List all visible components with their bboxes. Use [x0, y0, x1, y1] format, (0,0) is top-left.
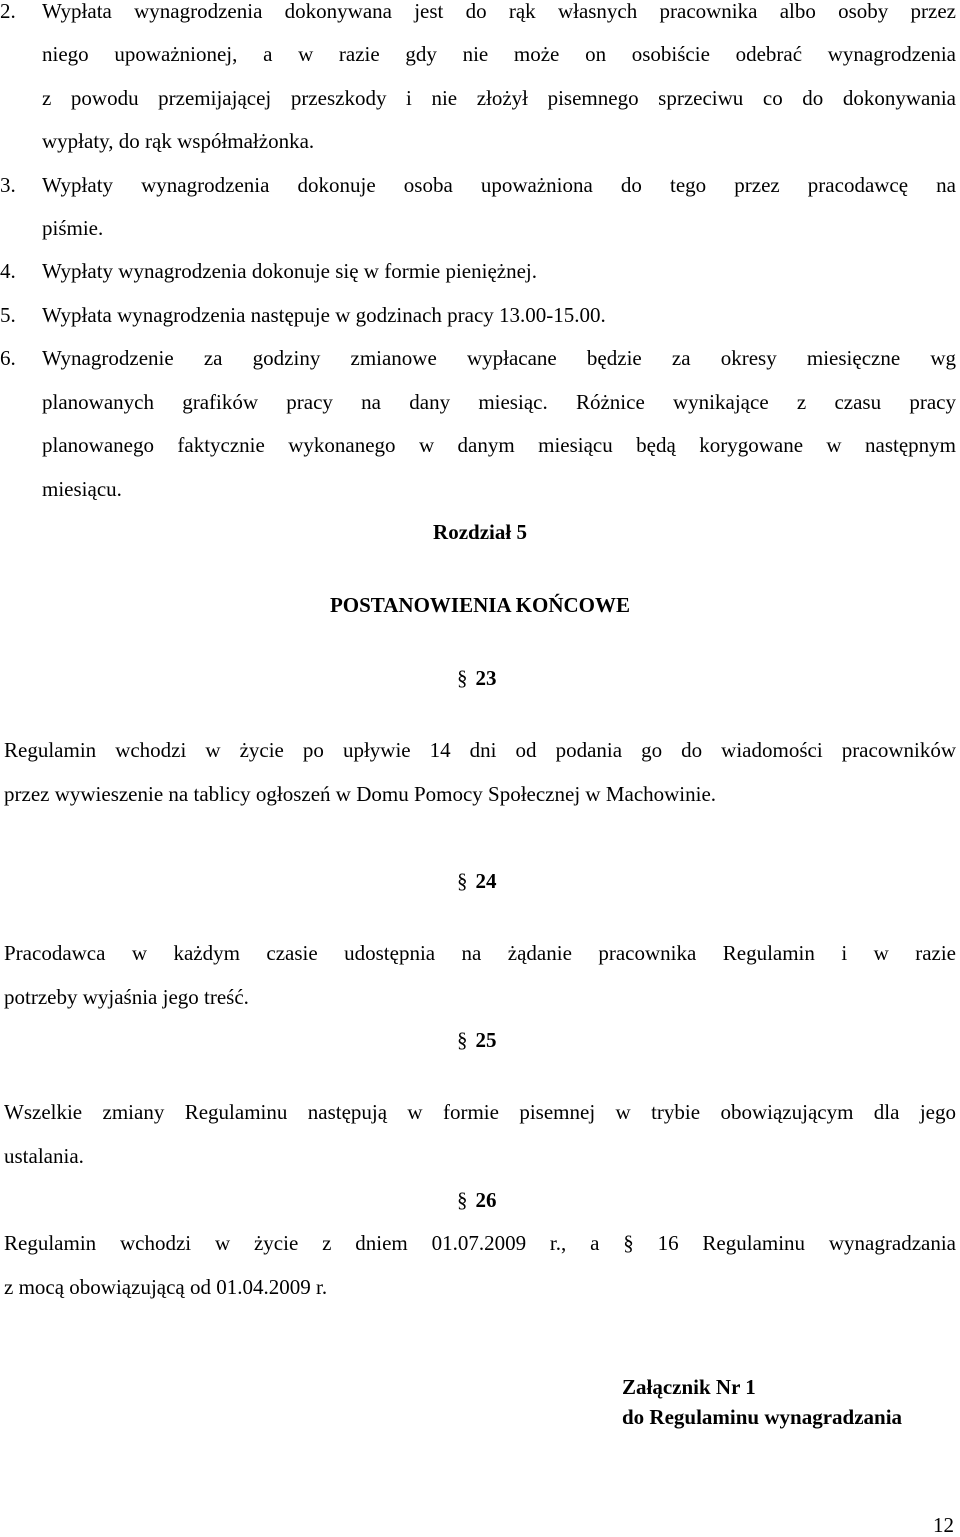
item-6-line-4: miesiącu. — [42, 477, 122, 501]
item-3-number: 3. — [0, 173, 16, 197]
section-26-heading: § 26 — [457, 1188, 497, 1212]
annex-title: Załącznik Nr 1 — [622, 1375, 756, 1399]
section-sign-icon: § — [457, 666, 468, 690]
section-23-heading: § 23 — [457, 666, 497, 690]
section-25-line-1: Wszelkie zmiany Regulaminu następują w formie pisemnej w trybie obowiązującym dla jego — [4, 1100, 956, 1124]
item-5-number: 5. — [0, 303, 16, 327]
item-6-line-3: planowanego faktycznie wykonanego w danym miesiącu będą korygowane w następnym — [42, 433, 956, 457]
item-2-line-1: 2. Wypłata wynagrodzenia dokonywana jest do rąk własnych pracownika albo osoby przez — [42, 0, 956, 25]
section-25-line-2: ustalania. — [4, 1144, 84, 1168]
section-24-heading: § 24 — [457, 869, 497, 893]
section-23-line-2: przez wywieszenie na tablicy ogłoszeń w Domu Pomocy Społecznej w Machowinie. — [4, 782, 717, 806]
item-3-line-2: piśmie. — [42, 216, 104, 240]
chapter-title: Rozdział 5 — [433, 520, 527, 544]
section-24-line-1: Pracodawca w każdym czasie udostępnia na żądanie pracownika Regulamin i w razie — [4, 941, 956, 965]
section-26-line-1: Regulamin wchodzi w życie z dniem 01.07.2009 r., a § 16 Regulaminu wynagradzania — [4, 1231, 956, 1255]
section-sign-icon: § — [457, 1028, 468, 1052]
item-5: 5. Wypłata wynagrodzenia następuje w godzinach pracy 13.00-15.00. — [0, 303, 606, 327]
page-number: 12 — [933, 1513, 954, 1537]
item-6-line-2: planowanych grafików pracy na dany miesiąc. Różnice wynikające z czasu pracy — [42, 390, 956, 414]
item-2-line-2: niego upoważnionej, a w razie gdy nie może on osobiście odebrać wynagrodzenia — [42, 42, 956, 66]
item-4: 4. Wypłaty wynagrodzenia dokonuje się w formie pieniężnej. — [0, 259, 537, 283]
item-4-number: 4. — [0, 259, 16, 283]
item-2-line-3: z powodu przemijającej przeszkody i nie złożył pisemnego sprzeciwu co do dokonywania — [42, 86, 956, 110]
section-sign-icon: § — [457, 869, 468, 893]
item-2-number: 2. — [0, 0, 16, 23]
item-3-line-1: 3. Wypłaty wynagrodzenia dokonuje osoba upoważniona do tego przez pracodawcę na — [0, 173, 956, 197]
section-26-line-2: z mocą obowiązującą od 01.04.2009 r. — [4, 1275, 328, 1299]
chapter-subtitle: POSTANOWIENIA KOŃCOWE — [329, 593, 631, 617]
section-25-heading: § 25 — [457, 1028, 497, 1052]
item-6-line-1: 6. Wynagrodzenie za godziny zmianowe wypłacane będzie za okresy miesięczne wg — [0, 346, 956, 370]
section-sign-icon: § — [457, 1188, 468, 1212]
section-24-line-2: potrzeby wyjaśnia jego treść. — [4, 985, 249, 1009]
annex-subtitle: do Regulaminu wynagradzania — [622, 1405, 903, 1429]
item-2-line-4: wypłaty, do rąk współmałżonka. — [42, 129, 315, 153]
item-6-number: 6. — [0, 346, 16, 370]
section-23-line-1: Regulamin wchodzi w życie po upływie 14 dni od podania go do wiadomości pracowników — [4, 738, 956, 762]
